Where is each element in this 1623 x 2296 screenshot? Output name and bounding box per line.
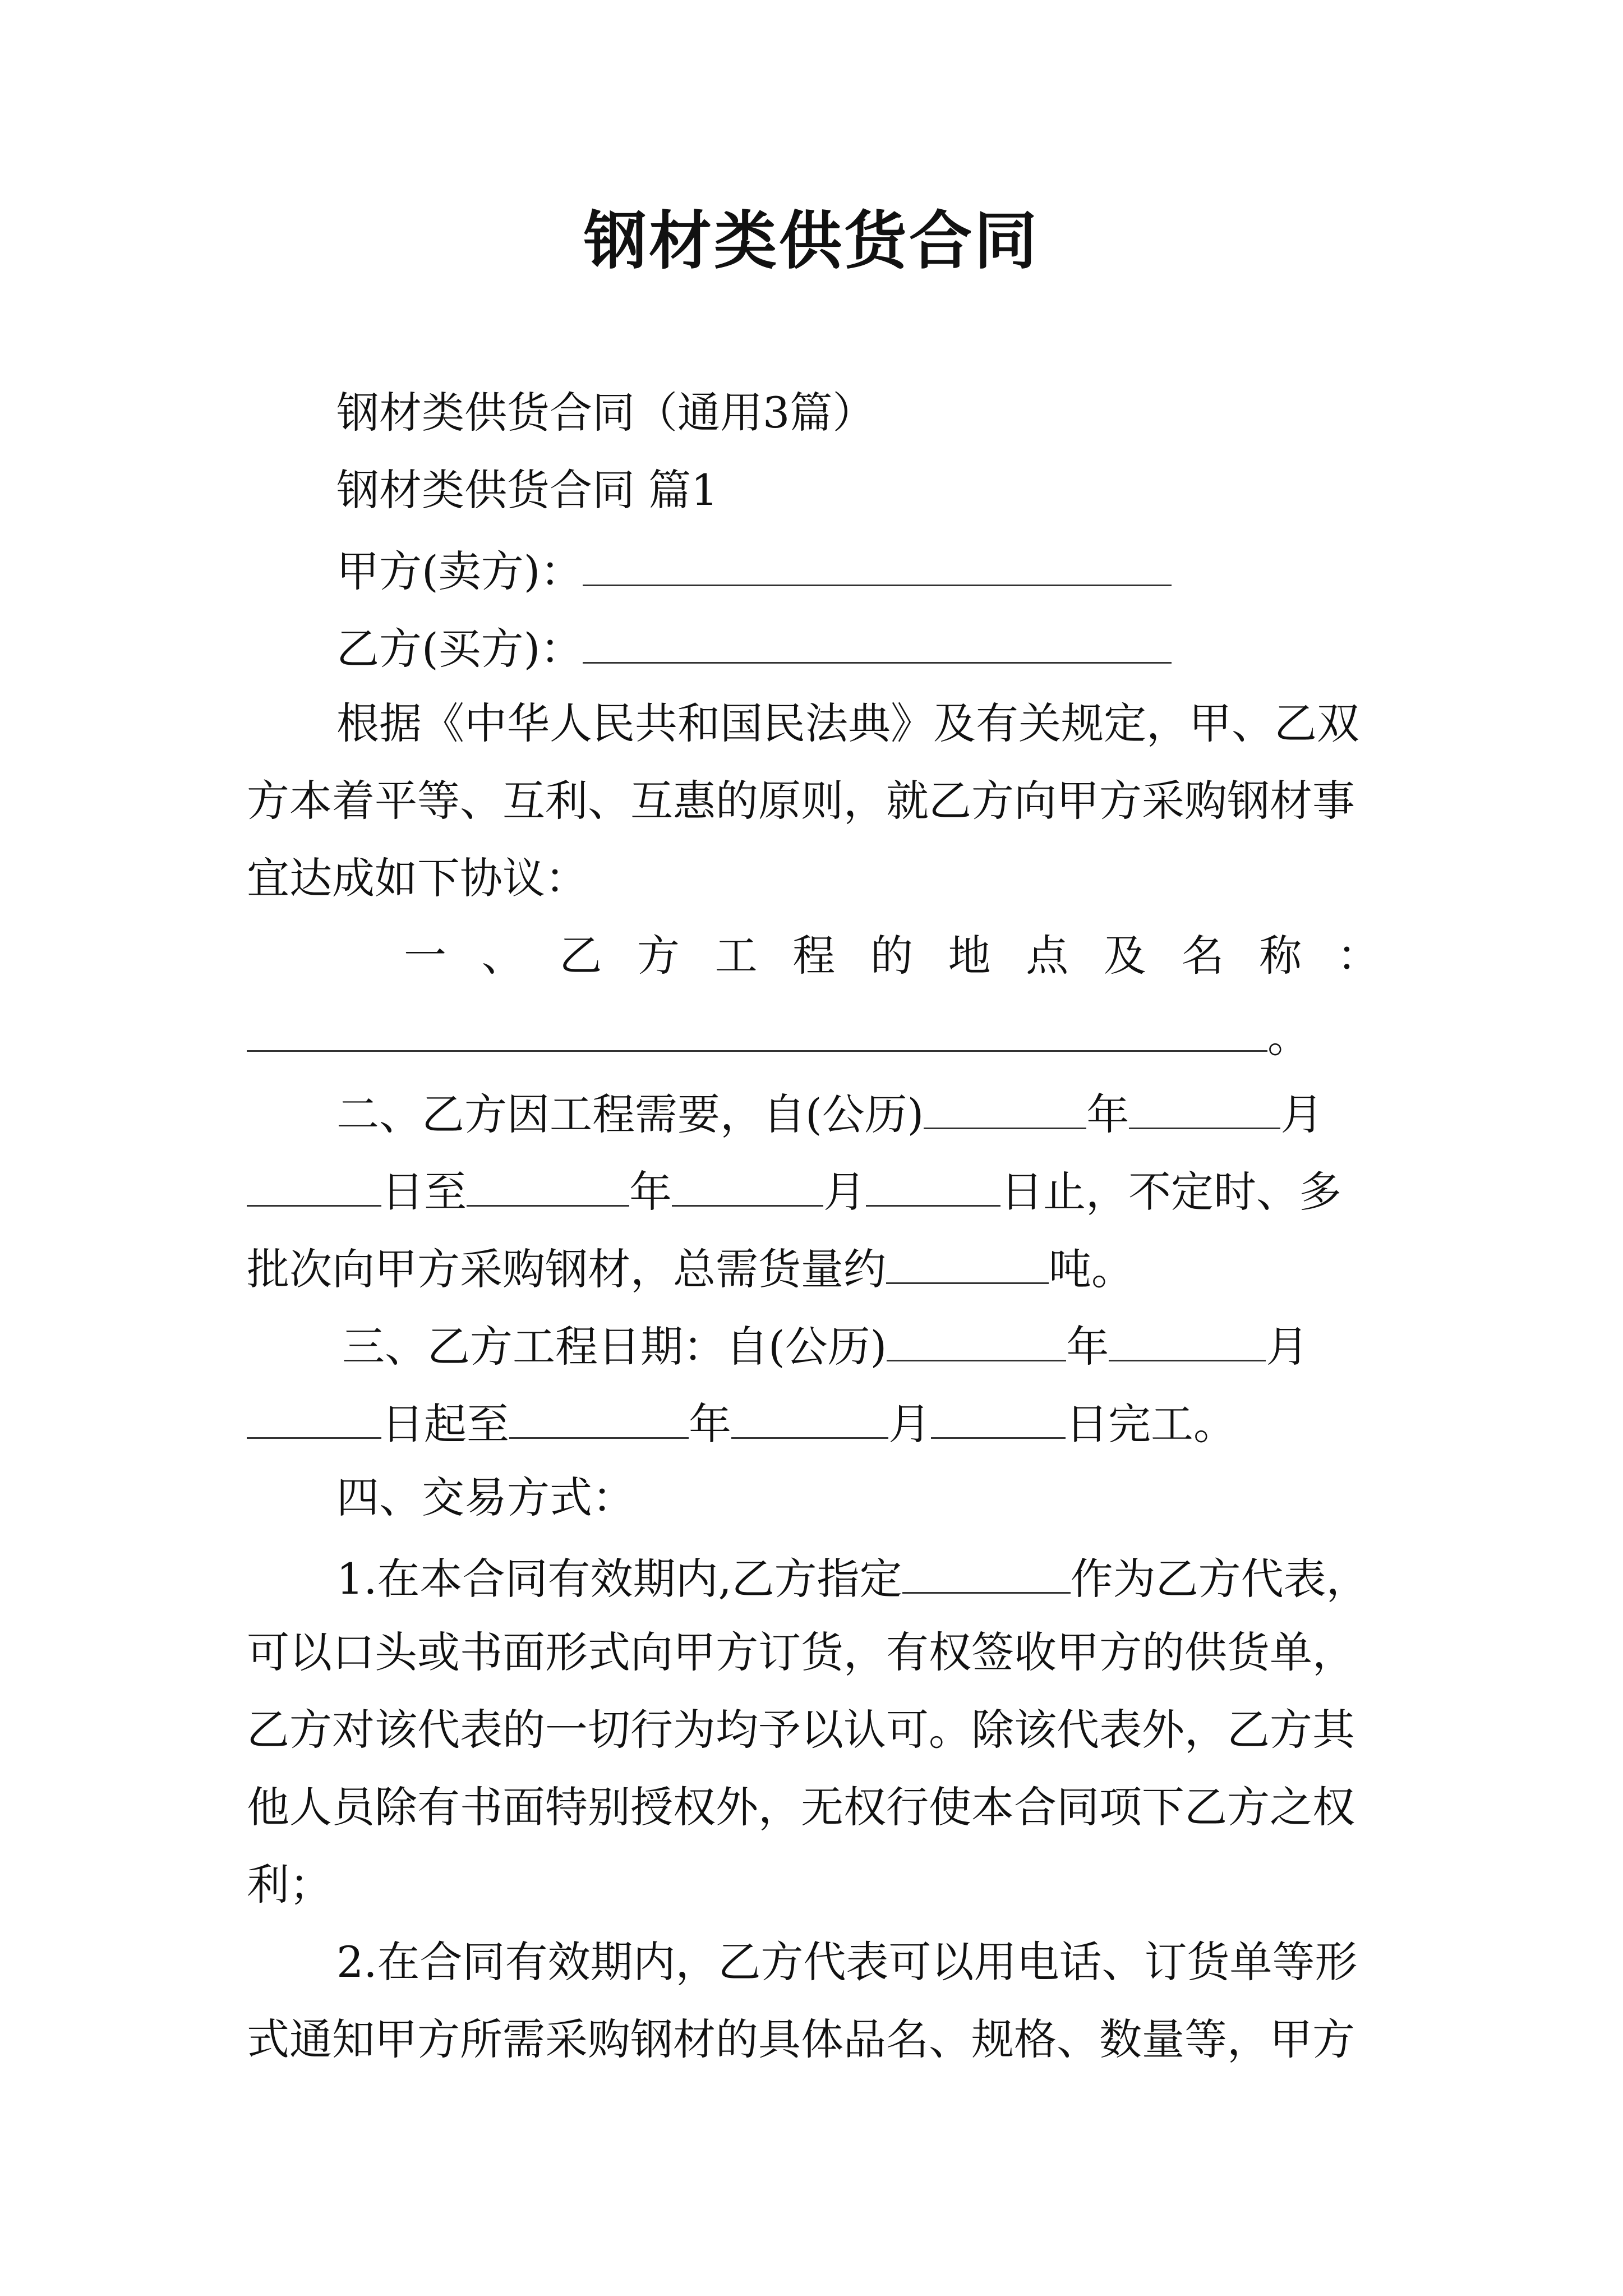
clause-2-line-1 <box>336 1085 1323 1140</box>
year-label: 年 <box>1066 1322 1109 1372</box>
day-blank <box>247 1162 381 1207</box>
year-blank <box>509 1395 689 1439</box>
year-label: 年 <box>689 1399 731 1449</box>
day-blank <box>866 1162 1000 1207</box>
clause-1-char: 点 <box>1026 931 1069 981</box>
item-1-line-5: 利； <box>247 1860 332 1910</box>
clause-3-text: 日完工。 <box>1066 1399 1236 1449</box>
party-a-label: 甲方(卖方)： <box>336 546 583 596</box>
clause-1-char: 程 <box>792 931 836 981</box>
clause-1-char: ： <box>1336 931 1380 981</box>
clause-1-char: 一 <box>404 931 446 981</box>
item-1-line-2: 可以口头或书面形式向甲方订货，有权签收甲方的供货单， <box>247 1627 1355 1677</box>
day-blank <box>247 1395 381 1439</box>
month-label: 月 <box>1280 1089 1324 1139</box>
year-blank <box>467 1162 629 1207</box>
clause-3-line-1 <box>342 1317 1308 1373</box>
clause-1-char: 、 <box>481 931 524 981</box>
day-blank <box>931 1395 1066 1439</box>
party-a-blank <box>583 542 1172 586</box>
preamble-line-1: 根据《中华人民共和国民法典》及有关规定，甲、乙双 <box>336 698 1359 748</box>
preamble-line-2: 方本着平等、互利、互惠的原则，就乙方向甲方采购钢材事 <box>247 776 1355 826</box>
clause-1-blank-line <box>247 1007 1310 1063</box>
clause-2-text: 吨。 <box>1049 1244 1134 1294</box>
clause-1-char: 方 <box>637 931 680 981</box>
item-1-line-4: 他人员除有书面特别授权外，无权行使本合同项下乙方之权 <box>247 1782 1355 1832</box>
clause-1-char: 及 <box>1103 931 1146 981</box>
month-blank <box>1109 1317 1266 1361</box>
month-label: 月 <box>1266 1322 1309 1372</box>
clause-3-text: 三、乙方工程日期：自(公历) <box>342 1322 887 1372</box>
clause-1-end: 。 <box>1267 1012 1310 1062</box>
subtitle: 钢材类供货合同（通用3篇） <box>336 388 875 438</box>
item-1-line-1 <box>336 1549 1369 1605</box>
clause-2-line-3 <box>247 1240 1134 1295</box>
month-label: 月 <box>888 1399 931 1449</box>
clause-4-heading: 四、交易方式： <box>336 1473 635 1522</box>
item-2-line-2: 式通知甲方所需采购钢材的具体品名、规格、数量等，甲方 <box>247 2014 1355 2064</box>
clause-1-heading <box>404 930 1380 982</box>
representative-blank <box>902 1549 1071 1594</box>
month-blank <box>1129 1085 1280 1129</box>
clause-1-char: 工 <box>714 931 758 981</box>
year-label: 年 <box>629 1167 672 1217</box>
clause-1-char: 名 <box>1181 931 1224 981</box>
clause-2-text: 日止，不定时、多 <box>1000 1167 1341 1217</box>
year-blank <box>924 1085 1086 1129</box>
party-a-line <box>336 542 1172 597</box>
party-b-label: 乙方(买方)： <box>336 624 583 674</box>
party-b-blank <box>583 619 1172 664</box>
clause-3-line-2 <box>247 1395 1236 1450</box>
item-1-text: 1.在本合同有效期内,乙方指定 <box>336 1554 902 1604</box>
document-title: 钢材类供货合同 <box>584 205 1039 278</box>
clause-2-text: 批次向甲方采购钢材，总需货量约 <box>247 1244 886 1294</box>
year-blank <box>887 1317 1066 1361</box>
day-from-label: 日起至 <box>381 1399 509 1449</box>
clause-1-char: 乙 <box>559 931 602 981</box>
month-blank <box>672 1162 823 1207</box>
year-label: 年 <box>1086 1089 1129 1139</box>
clause-1-char: 的 <box>870 931 913 981</box>
item-1-line-3: 乙方对该代表的一切行为均予以认可。除该代表外，乙方其 <box>247 1705 1355 1755</box>
month-label: 月 <box>823 1167 866 1217</box>
section-heading: 钢材类供货合同 篇1 <box>336 465 718 515</box>
item-1-text: 作为乙方代表， <box>1070 1554 1369 1604</box>
party-b-line <box>336 619 1172 675</box>
item-2-line-1: 2.在合同有效期内，乙方代表可以用电话、订货单等形 <box>336 1937 1358 1987</box>
quantity-blank <box>886 1240 1049 1284</box>
month-blank <box>731 1395 888 1439</box>
clause-1-char: 称 <box>1259 931 1302 981</box>
clause-2-text: 二、乙方因工程需要，自(公历) <box>336 1089 924 1139</box>
preamble-line-3: 宜达成如下协议： <box>247 853 588 903</box>
day-to-label: 日至 <box>381 1167 467 1217</box>
clause-1-blank <box>247 1007 1267 1052</box>
clause-1-char: 地 <box>948 931 991 981</box>
clause-2-line-2 <box>247 1162 1341 1218</box>
